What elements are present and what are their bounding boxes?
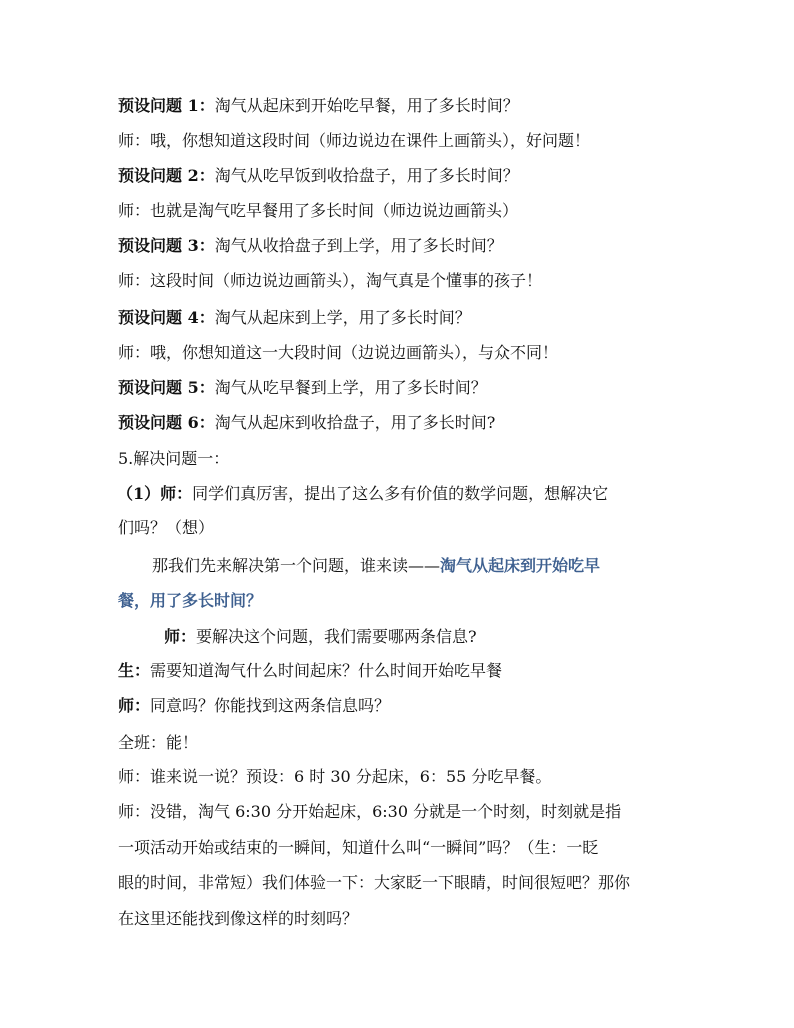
- paragraph-text: 们吗？（想）: [118, 518, 215, 537]
- teacher-line: [117, 483, 677, 505]
- question-label: 预设问题 2：: [118, 166, 215, 185]
- question-2: [118, 165, 678, 187]
- section-heading: [118, 448, 678, 470]
- speaker-label: 师：: [164, 627, 197, 646]
- question-text: 淘气从吃早餐到上学，用了多长时间？: [214, 378, 487, 397]
- paragraph-text: 师：哦，你想知道这一大段时间（边说边画箭头），与众不同！: [118, 343, 559, 362]
- paragraph-text: 师：没错，淘气 6:30 分开始起床，6:30 分就是一个时刻，时刻就是指: [118, 802, 622, 821]
- paragraph-text: 同学们真厉害，提出了这么多有价值的数学问题，想解决它: [192, 484, 609, 503]
- heading-text: 5.解决问题一：: [118, 449, 230, 468]
- teacher-line: [118, 801, 678, 823]
- teacher-line: [118, 766, 678, 788]
- question-3: [118, 235, 678, 257]
- question-label: 预设问题 1：: [118, 96, 215, 115]
- class-line: [118, 732, 678, 754]
- speaker-label: （1）师：: [117, 484, 193, 503]
- question-4: [118, 307, 678, 329]
- highlighted-question: 淘气从起床到开始吃早: [440, 556, 601, 575]
- question-text: 淘气从起床到收拾盘子，用了多长时间?: [214, 413, 496, 432]
- paragraph-text: 在这里还能找到像这样的时刻吗？: [118, 909, 359, 928]
- paragraph-continuation: [118, 590, 678, 612]
- teacher-line: [118, 270, 678, 292]
- paragraph-text: 师：谁来说一说？预设：6 时 30 分起床，6：55 分吃早餐。: [118, 767, 552, 786]
- paragraph-continuation: [118, 908, 678, 930]
- paragraph-text: 那我们先来解决第一个问题，谁来读——: [152, 556, 441, 575]
- question-6: [118, 412, 678, 434]
- highlighted-question: 餐，用了多长时间？: [118, 591, 263, 610]
- teacher-line: [118, 130, 678, 152]
- question-label: 预设问题 4：: [118, 308, 215, 327]
- paragraph-text: 一项活动开始或结束的一瞬间，知道什么叫“一瞬间”吗？（生：一眨: [118, 838, 599, 857]
- paragraph-continuation: [118, 517, 678, 539]
- teacher-line: [118, 695, 678, 717]
- question-text: 淘气从吃早饭到收拾盘子，用了多长时间？: [214, 166, 519, 185]
- paragraph-text: 同意吗？你能找到这两条信息吗？: [150, 696, 391, 715]
- paragraph-continuation: [118, 872, 678, 894]
- question-label: 预设问题 6：: [118, 413, 215, 432]
- speaker-label: 生：: [118, 661, 151, 680]
- paragraph-text: 需要知道淘气什么时间起床？什么时间开始吃早餐: [150, 661, 503, 680]
- question-text: 淘气从起床到上学，用了多长时间？: [214, 308, 471, 327]
- paragraph-text: 师：哦，你想知道这段时间（师边说边在课件上画箭头），好问题！: [118, 131, 591, 150]
- question-text: 淘气从起床到开始吃早餐，用了多长时间？: [214, 96, 519, 115]
- question-text: 淘气从收拾盘子到上学，用了多长时间？: [214, 236, 503, 255]
- paragraph-text: 师：这段时间（师边说边画箭头），淘气真是个懂事的孩子！: [118, 271, 543, 290]
- speaker-label: 师：: [118, 696, 151, 715]
- paragraph-text: 眼的时间，非常短）我们体验一下：大家眨一下眼睛，时间很短吧？那你: [118, 873, 631, 892]
- paragraph-text: 全班：能！: [118, 733, 199, 752]
- teacher-line: [118, 342, 678, 364]
- question-label: 预设问题 3：: [118, 236, 215, 255]
- paragraph-text: 要解决这个问题，我们需要哪两条信息?: [196, 627, 477, 646]
- teacher-line: [152, 555, 712, 577]
- question-label: 预设问题 5：: [118, 378, 215, 397]
- teacher-line: [118, 200, 678, 222]
- question-5: [118, 377, 678, 399]
- paragraph-text: 师：也就是淘气吃早餐用了多长时间（师边说边画箭头）: [118, 201, 519, 220]
- paragraph-continuation: [118, 837, 678, 859]
- question-1: [118, 95, 678, 117]
- student-line: [118, 660, 678, 682]
- teacher-line: [164, 626, 724, 648]
